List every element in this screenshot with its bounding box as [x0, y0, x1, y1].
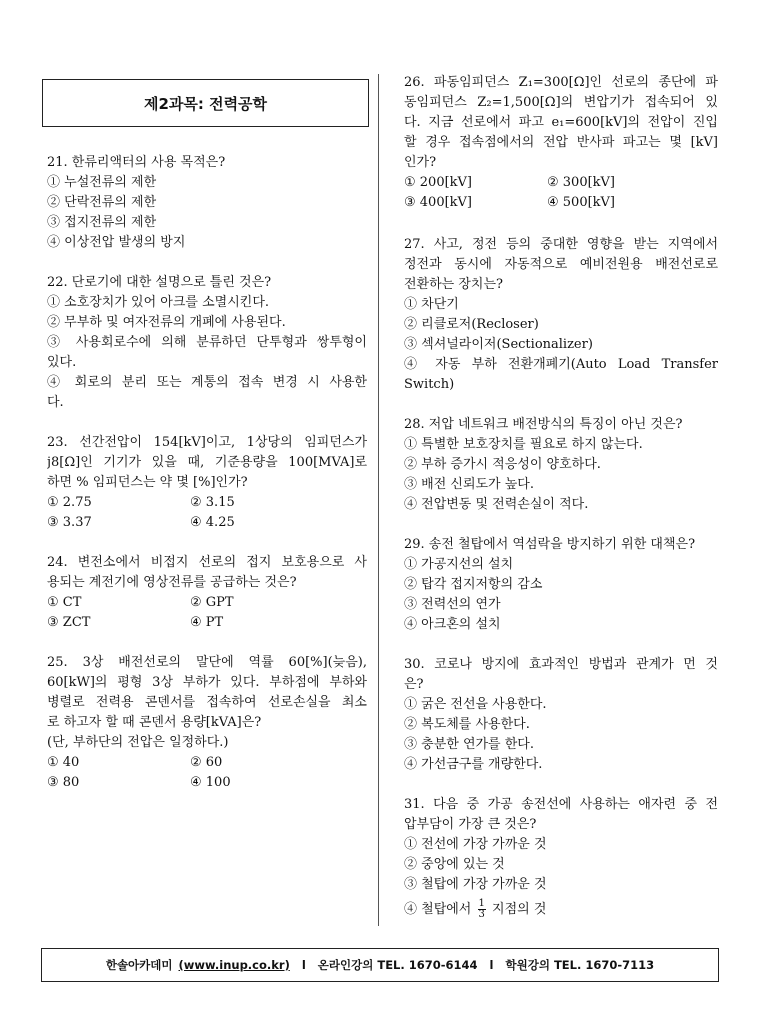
question-text: 병렬로 전력용 콘덴서를 접속하여 선로손실을 최소	[47, 695, 367, 710]
option: ④ 100	[190, 775, 231, 790]
question-22	[47, 273, 367, 413]
footer-separator: l	[301, 958, 306, 972]
question-21	[47, 153, 367, 253]
question-text: 24. 변전소에서 비접지 선로의 접지 보호용으로 사	[47, 555, 367, 570]
question-28	[404, 415, 718, 515]
option: ③ 철탑에 가장 가까운 것	[404, 877, 547, 892]
question-text: 27. 사고, 정전 등의 중대한 영향을 받는 지역에서	[404, 237, 718, 252]
question-30	[404, 655, 718, 775]
question-text: 하면 % 임피던스는 약 몇 [%]인가?	[47, 475, 248, 490]
option: ① 2.75	[47, 495, 92, 510]
option: ④ 회로의 분리 또는 계통의 접속 변경 시 사용한	[47, 375, 367, 390]
question-text: 25. 3상 배전선로의 말단에 역률 60[%](늦음),	[47, 655, 367, 670]
question-23	[47, 433, 367, 533]
option: ① 특별한 보호장치를 필요로 하지 않는다.	[404, 437, 643, 452]
option: ② 부하 증가시 적응성이 양호하다.	[404, 457, 601, 472]
option: ③ 3.37	[47, 515, 92, 530]
option: ① 차단기	[404, 297, 459, 312]
option: ③ 섹셔널라이저(Sectionalizer)	[404, 337, 593, 352]
question-text: 31. 다음 중 가공 송전선에 사용하는 애자련 중 전	[404, 797, 718, 812]
question-text: 로 하고자 할 때 콘덴서 용량[kVA]은?	[47, 715, 262, 730]
question-text: 다. 지금 선로에서 파고 e₁=600[kV]의 전압이 진입	[404, 115, 718, 130]
option: ③ 접지전류의 제한	[47, 215, 157, 230]
option: ① 40	[47, 755, 80, 770]
option: ③ ZCT	[47, 615, 91, 630]
option: ④ 500[kV]	[547, 195, 616, 210]
subject-title: 제2과목: 전력공학	[143, 94, 268, 113]
option-continued: 다.	[47, 395, 64, 410]
footer-url-link[interactable]: (www.inup.co.kr)	[178, 958, 290, 972]
question-text: 30. 코로나 방지에 효과적인 방법과 관계가 먼 것	[404, 657, 718, 672]
question-text: j8[Ω]인 기기가 있을 때, 기준용량을 100[MVA]로	[47, 455, 367, 470]
question-text: 동임피던스 Z₂=1,500[Ω]의 변압기가 접속되어 있	[404, 95, 718, 110]
subject-title-box	[42, 79, 369, 127]
options-grid	[47, 593, 367, 633]
option: ② 300[kV]	[547, 175, 616, 190]
option-suffix: 지점의 것	[492, 902, 547, 917]
option: ② 탑각 접지저항의 감소	[404, 577, 543, 592]
question-text: 60[kW]의 평형 3상 부하가 있다. 부하점에 부하와	[47, 675, 367, 690]
footer-online-tel: 온라인강의 TEL. 1670-6144	[317, 958, 478, 972]
option: ④ 4.25	[190, 515, 235, 530]
option: ④ 이상전압 발생의 방지	[47, 235, 186, 250]
option-prefix: ④ 철탑에서	[404, 902, 472, 917]
option: ① CT	[47, 595, 82, 610]
option: ① 전선에 가장 가까운 것	[404, 837, 547, 852]
option: ① 200[kV]	[404, 175, 473, 190]
question-text: 29. 송전 철탑에서 역섬락을 방지하기 위한 대책은?	[404, 537, 696, 552]
option: ② 3.15	[190, 495, 235, 510]
option: ① 굵은 전선을 사용한다.	[404, 697, 547, 712]
option: ④ 전압변동 및 전력손실이 적다.	[404, 497, 589, 512]
option: ① 소호장치가 있어 아크를 소멸시킨다.	[47, 295, 270, 310]
option: ③ 배전 신뢰도가 높다.	[404, 477, 534, 492]
fraction	[478, 899, 486, 920]
option: ① 누설전류의 제한	[47, 175, 157, 190]
question-29	[404, 535, 718, 635]
question-text: 전환하는 장치는?	[404, 277, 504, 292]
footer-offline-tel: 학원강의 TEL. 1670-7113	[505, 958, 655, 972]
option: ④ 자동 부하 전환개폐기(Auto Load Transfer	[404, 357, 718, 372]
column-divider	[378, 74, 379, 926]
question-note: (단, 부하단의 전압은 일정하다.)	[47, 735, 229, 750]
option: ② 중앙에 있는 것	[404, 857, 505, 872]
option: ④ 아크혼의 설치	[404, 617, 501, 632]
option: ③ 400[kV]	[404, 195, 473, 210]
option-continued: Switch)	[404, 377, 455, 392]
question-27	[404, 235, 718, 395]
question-24	[47, 553, 367, 633]
question-text: 용되는 계전기에 영상전류를 공급하는 것은?	[47, 575, 297, 590]
option	[404, 899, 718, 920]
footer-separator: l	[489, 958, 494, 972]
option: ② 무부하 및 여자전류의 개폐에 사용된다.	[47, 315, 286, 330]
options-grid	[47, 753, 367, 793]
question-31	[404, 795, 718, 920]
option: ② 60	[190, 755, 223, 770]
option: ③ 80	[47, 775, 80, 790]
option: ③ 전력선의 연가	[404, 597, 501, 612]
question-text: 압부담이 가장 큰 것은?	[404, 817, 537, 832]
option: ② 단락전류의 제한	[47, 195, 157, 210]
option: ③ 충분한 연가를 한다.	[404, 737, 534, 752]
option: ② 복도체를 사용한다.	[404, 717, 530, 732]
options-grid	[404, 173, 718, 213]
option: ② GPT	[190, 595, 234, 610]
footer-academy: 한솔아카데미	[105, 958, 173, 972]
question-text: 22. 단로기에 대한 설명으로 틀린 것은?	[47, 275, 272, 290]
option: ② 리클로저(Recloser)	[404, 317, 539, 332]
fraction-denominator: 3	[478, 909, 485, 920]
option: ① 가공지선의 설치	[404, 557, 514, 572]
question-text: 은?	[404, 677, 424, 692]
option-continued: 있다.	[47, 355, 77, 370]
options-grid	[47, 493, 367, 533]
question-text: 26. 파동임피던스 Z₁=300[Ω]인 선로의 종단에 파	[404, 75, 718, 90]
fraction-numerator: 1	[478, 898, 485, 909]
option: ③ 사용회로수에 의해 분류하던 단투형과 쌍투형이	[47, 335, 367, 350]
question-text: 21. 한류리액터의 사용 목적은?	[47, 155, 226, 170]
question-25	[47, 653, 367, 793]
footer-bar	[41, 948, 719, 982]
question-text: 할 경우 접속점에서의 전압 반사파 파고는 몇 [kV]	[404, 135, 718, 150]
question-26	[404, 73, 718, 213]
question-text: 28. 저압 네트워크 배전방식의 특징이 아닌 것은?	[404, 417, 683, 432]
option: ④ 가선금구를 개량한다.	[404, 757, 543, 772]
option: ④ PT	[190, 615, 224, 630]
question-text: 23. 선간전압이 154[kV]이고, 1상당의 임피던스가	[47, 435, 367, 450]
question-text: 정전과 동시에 자동적으로 예비전원용 배전선로로	[404, 257, 718, 272]
question-text: 인가?	[404, 155, 437, 170]
